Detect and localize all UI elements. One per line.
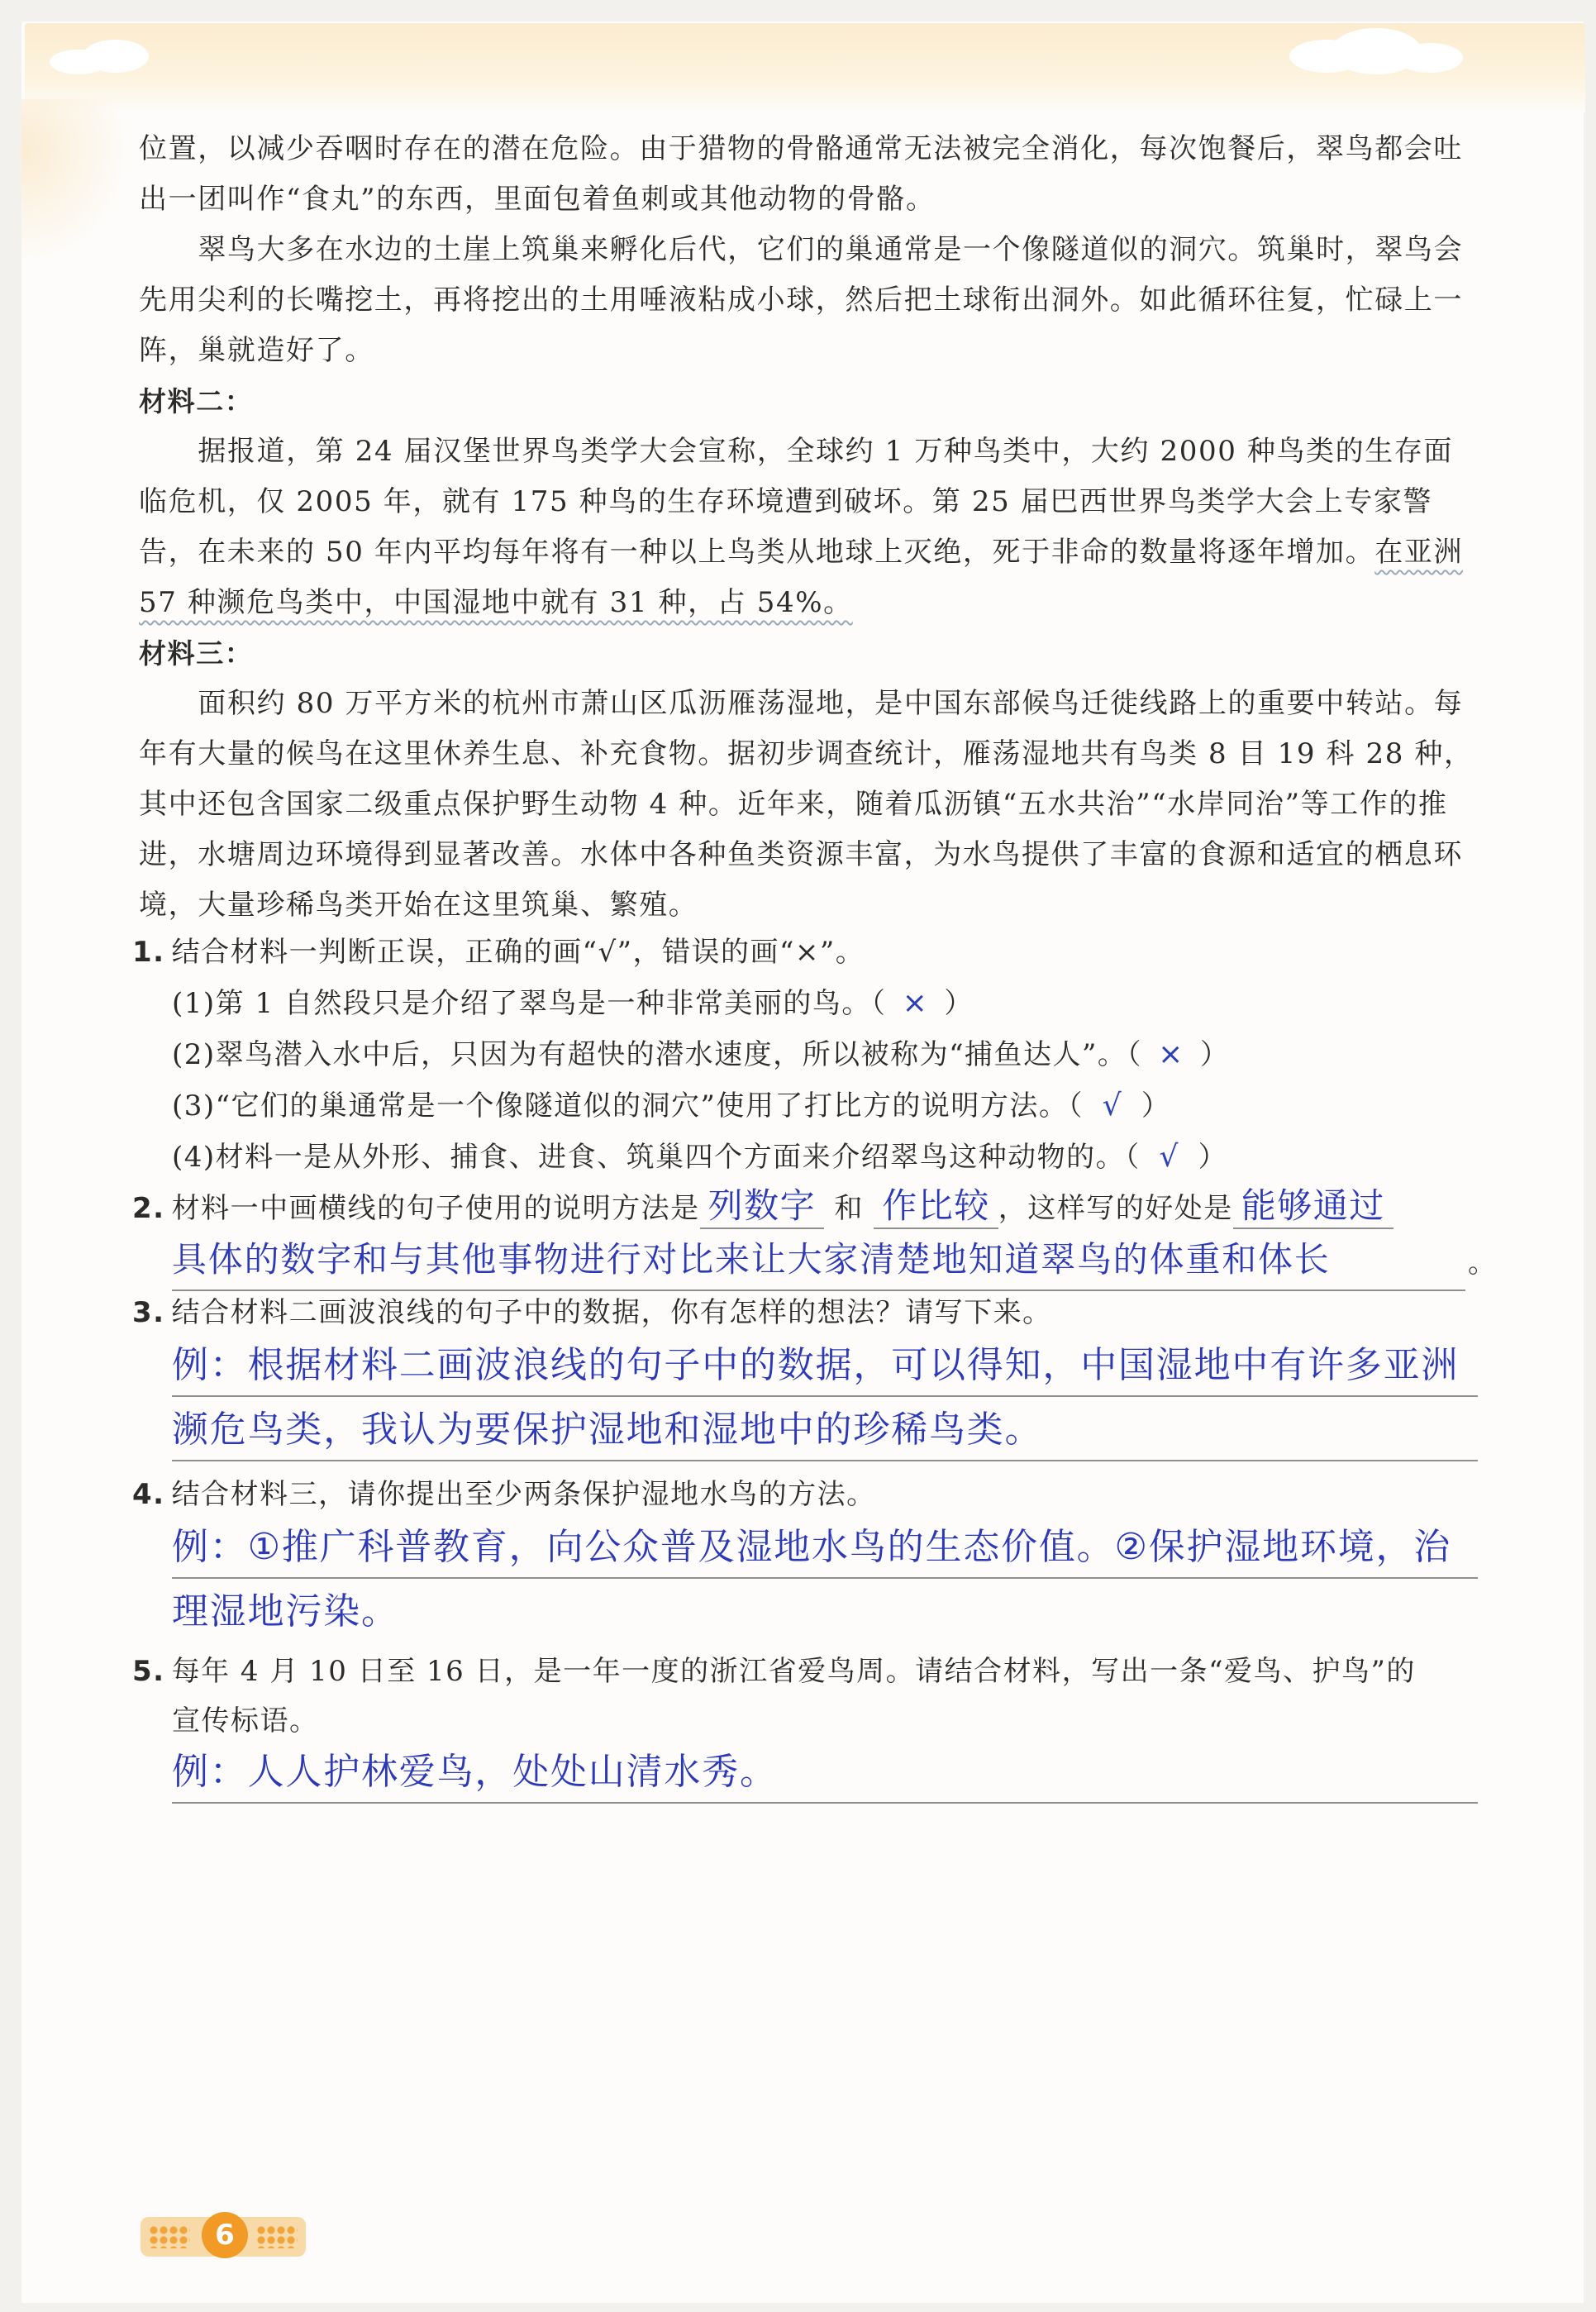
question-end: 。 — [1468, 1247, 1496, 1280]
item-close: ） — [944, 987, 974, 1020]
paragraph-1: 位置，以减少吞咽时存在的潜在危险。由于猎物的骨骼通常无法被完全消化，每次饱餐后，翠鸟都会吐出一团叫作“食丸”的东西，里面包着鱼刺或其他动物的骨骼。 — [139, 132, 1463, 216]
answer-line[interactable] — [172, 1582, 1478, 1642]
answer-blank-1[interactable]: 列数字 — [700, 1185, 825, 1229]
heading-material-2: 材料二： — [139, 385, 254, 417]
question-1 — [132, 927, 1488, 977]
cross-mark: × — [1158, 1037, 1184, 1071]
judgement-item — [172, 1134, 1227, 1175]
heading-material-3: 材料三： — [139, 637, 254, 670]
paragraph-3-text: 据报道，第 24 届汉堡世界鸟类学大会宣称，全球约 1 万种鸟类中，大约 2000 种鸟类的生存面临危机，仅 2005 年，就有 175 种鸟的生存环境遭到破坏。第 25 届巴西世界鸟类学大会上专家警告，在未来的 50 年内平均每年将有一种以上鸟类从地球上灭绝，死于非命的数量将逐年增加。 — [139, 435, 1454, 569]
question-number: 3. — [132, 1296, 165, 1329]
decor-wash — [21, 99, 129, 265]
item-text: (2)翠鸟潜入水中后，只因为有超快的潜水速度，所以被称为“捕鱼达人”。（ — [172, 1038, 1142, 1071]
question-text: 结合材料一判断正误，正确的画“√”，错误的画“×”。 — [171, 936, 865, 969]
answer-blank-2[interactable]: 作比较 — [874, 1185, 998, 1229]
answer-text: 理湿地污染。 — [172, 1590, 399, 1633]
question-number: 1. — [132, 936, 165, 969]
answer-line[interactable] — [172, 1742, 1478, 1804]
paragraph-2: 翠鸟大多在水边的土崖上筑巢来孵化后代，它们的巢通常是一个像隧道似的洞穴。筑巢时，翠鸟会先用尖利的长嘴挖土，再将挖出的土用唾液粘成小球，然后把土球衔出洞外。如此循环往复，忙碌上一阵，巢就造好了。 — [139, 233, 1464, 367]
answer-line[interactable] — [172, 1400, 1478, 1461]
item-close: ） — [1141, 1089, 1171, 1123]
question-text: 材料一中画横线的句子使用的说明方法是 — [171, 1192, 700, 1225]
page-number-badge — [141, 2217, 306, 2257]
item-text: (3)“它们的巢通常是一个像隧道似的洞穴”使用了打比方的说明方法。（ — [172, 1089, 1084, 1123]
question-3 — [132, 1288, 1488, 1337]
answer-text: 具体的数字和与其他事物进行对比来让大家清楚地知道翠鸟的体重和体长 — [172, 1239, 1331, 1280]
check-mark: √ — [1159, 1140, 1179, 1174]
answer-blank-3a[interactable]: 能够通过 — [1233, 1185, 1394, 1229]
wavy-sentence: 在亚洲 57 种濒危鸟类中，中国湿地中就有 31 种，占 54%。 — [139, 536, 1464, 619]
question-number: 2. — [132, 1192, 165, 1225]
question-4 — [132, 1470, 1488, 1519]
question-number: 4. — [132, 1478, 165, 1511]
question-text: 结合材料三，请你提出至少两条保护湿地水鸟的方法。 — [171, 1478, 876, 1511]
reading-passage — [139, 124, 1478, 931]
question-5-cont — [172, 1696, 1527, 1746]
answer-text: 例：人人护林爱鸟，处处山清水秀。 — [172, 1751, 778, 1793]
item-close: ） — [1199, 1038, 1230, 1071]
judgement-item — [172, 980, 974, 1021]
decor-cloud — [83, 40, 149, 73]
question-5 — [132, 1647, 1488, 1696]
item-text: (4)材料一是从外形、捕食、进食、筑巢四个方面来介绍翠鸟这种动物的。（ — [172, 1141, 1141, 1174]
check-mark: √ — [1102, 1089, 1123, 1123]
cross-mark: × — [902, 986, 929, 1020]
question-text: 宣传标语。 — [172, 1704, 319, 1738]
decor-dots — [149, 2225, 190, 2248]
page-number: 6 — [202, 2212, 248, 2258]
question-2 — [132, 1182, 1488, 1235]
answer-line[interactable] — [172, 1518, 1478, 1579]
paragraph-4: 面积约 80 万平方米的杭州市萧山区瓜沥雁荡湿地，是中国东部候鸟迁徙线路上的重要中转站。每年有大量的候鸟在这里休养生息、补充食物。据初步调查统计，雁荡湿地共有鸟类 8 目 19 科 28 种，其中还包含国家二级重点保护野生动物 4 种。近年来，随着瓜沥镇“五水共治”“水岸同治”等工作的推进，水塘周边环境得到显著改善。水体中各种鱼类资源丰富，为水鸟提供了丰富的食源和适宜的栖息环境，大量珍稀鸟类开始在这里筑巢、繁殖。 — [139, 687, 1474, 922]
answer-text: 濒危鸟类，我认为要保护湿地和湿地中的珍稀鸟类。 — [172, 1409, 1043, 1451]
judgement-item — [172, 1083, 1170, 1123]
answer-text: 例：根据材料二画波浪线的句子中的数据，可以得知，中国湿地中有许多亚洲 — [172, 1344, 1460, 1386]
decor-dots — [256, 2225, 298, 2248]
item-close: ） — [1198, 1141, 1228, 1174]
answer-line[interactable] — [172, 1336, 1478, 1397]
question-number: 5. — [132, 1655, 165, 1688]
question-text-mid: 和 — [834, 1192, 864, 1225]
question-text-post: ，这样写的好处是 — [998, 1192, 1233, 1225]
question-text: 每年 4 月 10 日至 16 日，是一年一度的浙江省爱鸟周。请结合材料，写出一条“爱鸟、护鸟”的 — [171, 1655, 1416, 1688]
answer-text: 例：①推广科普教育，向公众普及湿地水鸟的生态价值。②保护湿地环境，治 — [172, 1526, 1452, 1568]
item-text: (1)第 1 自然段只是介绍了翠鸟是一种非常美丽的鸟。（ — [172, 987, 887, 1020]
answer-line[interactable] — [172, 1230, 1465, 1291]
paragraph-3 — [139, 427, 1478, 628]
decor-cloud — [1397, 43, 1463, 73]
question-text: 结合材料二画波浪线的句子中的数据，你有怎样的想法？请写下来。 — [171, 1296, 1052, 1329]
judgement-item — [172, 1032, 1229, 1072]
